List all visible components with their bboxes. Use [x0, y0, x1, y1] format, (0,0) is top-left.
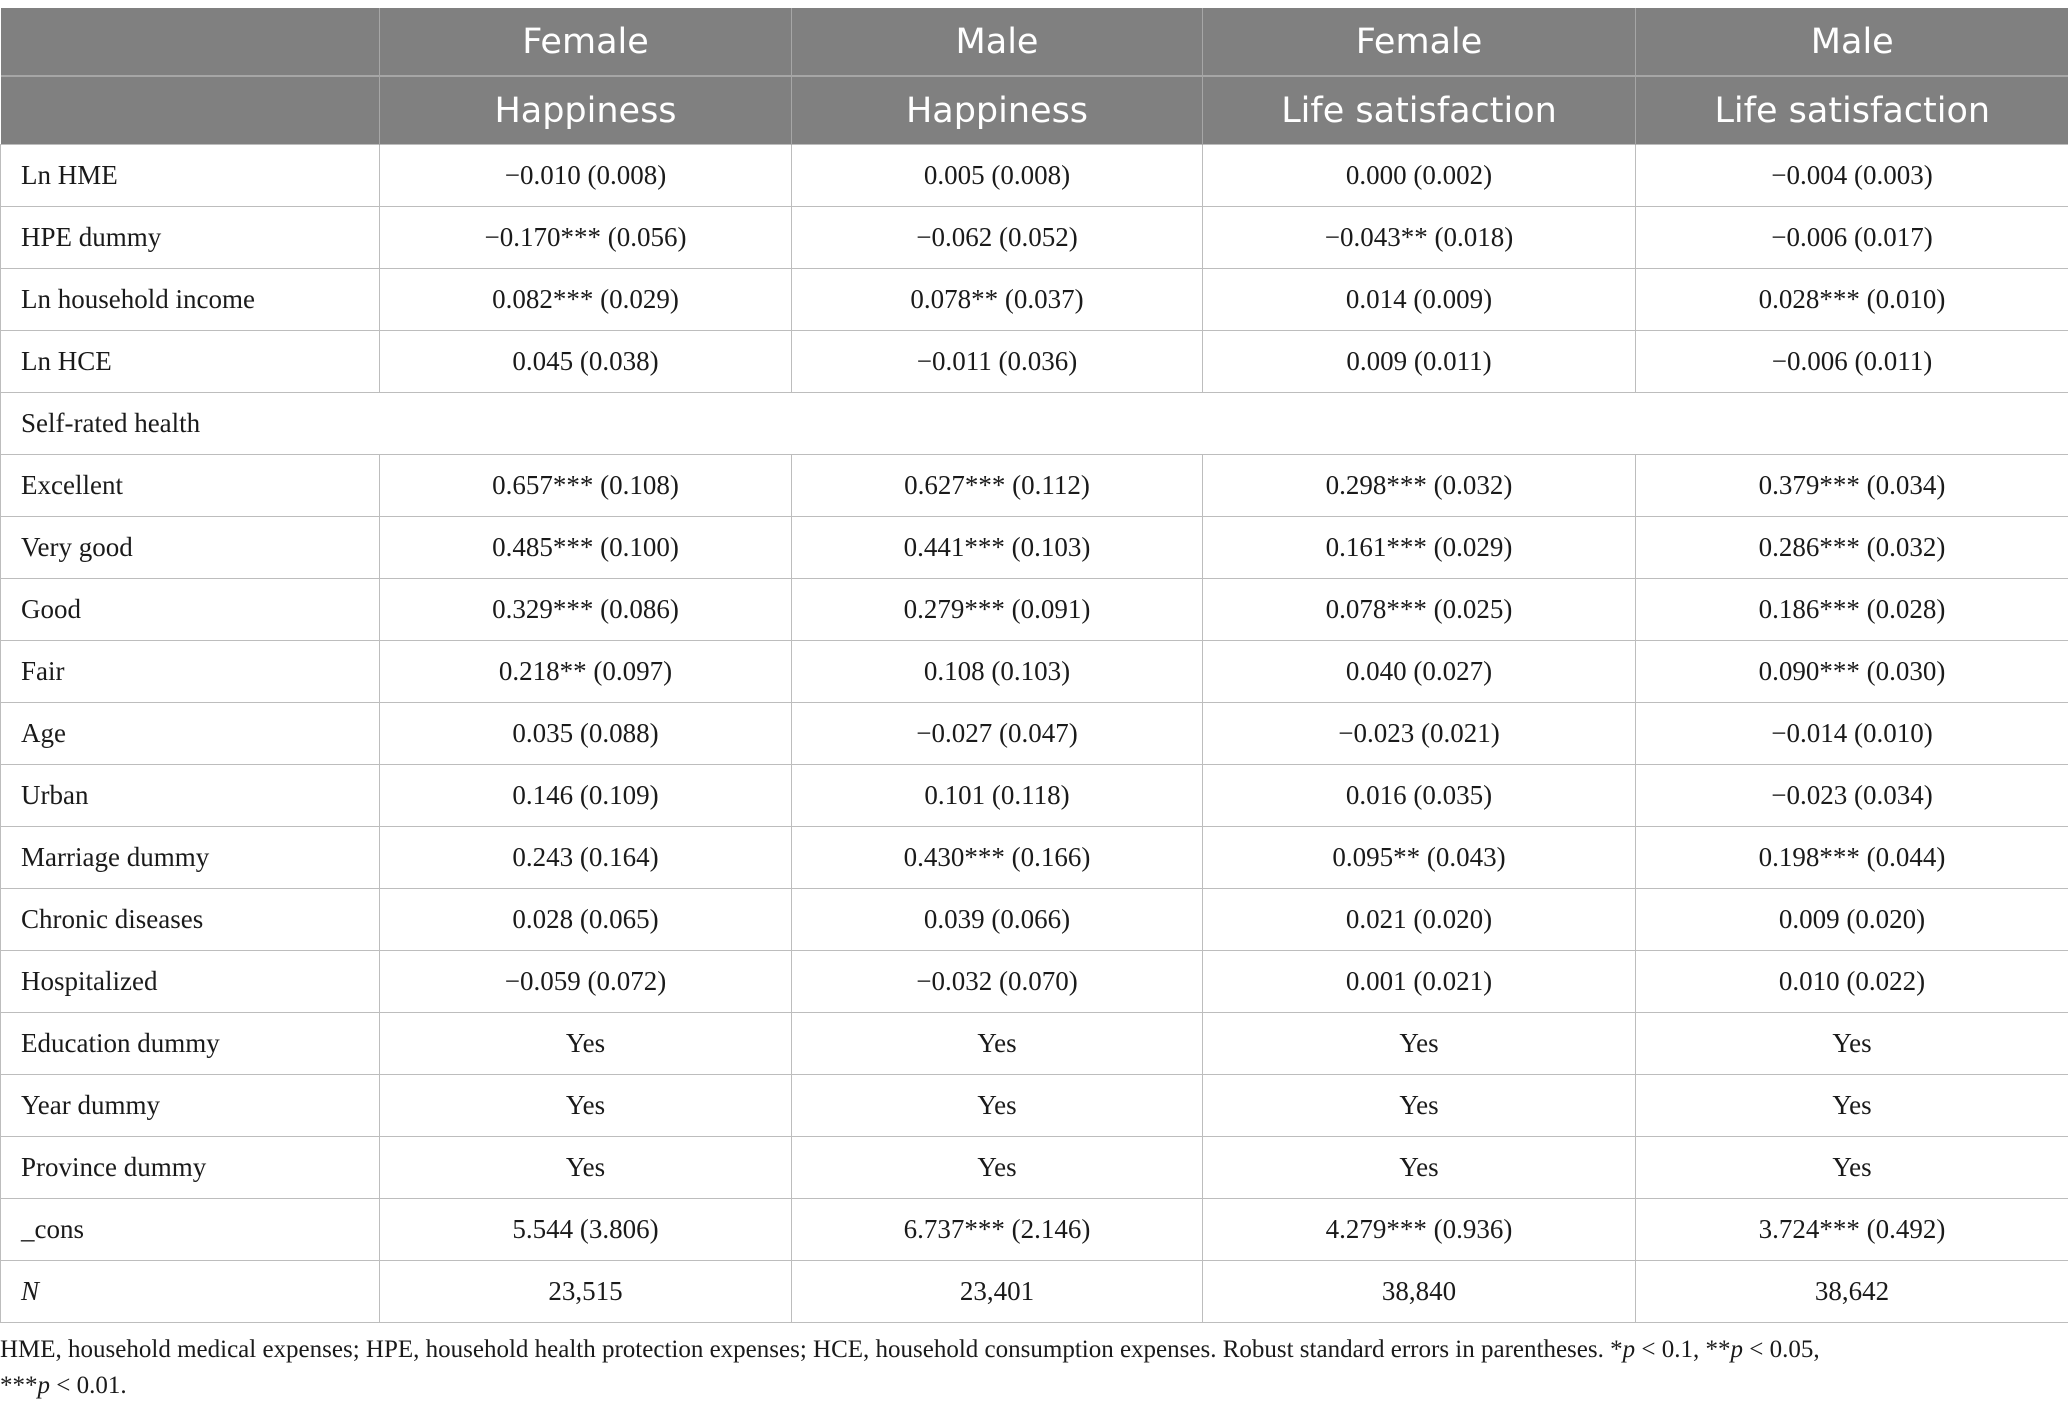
table-cell: 0.441*** (0.103) — [792, 517, 1203, 579]
table-cell: Yes — [792, 1013, 1203, 1075]
table-cell: 0.430*** (0.166) — [792, 827, 1203, 889]
table-cell: Yes — [1636, 1137, 2068, 1199]
header-col-2-gender: Male — [792, 8, 1203, 76]
table-cell: −0.059 (0.072) — [380, 951, 792, 1013]
table-cell: Yes — [792, 1137, 1203, 1199]
footnote-text-2: < 0.1, ** — [1635, 1336, 1731, 1363]
table-cell: 0.028 (0.065) — [380, 889, 792, 951]
header-col-4-outcome: Life satisfaction — [1636, 76, 2068, 145]
table-cell: 23,515 — [380, 1261, 792, 1323]
table-cell: Yes — [792, 1075, 1203, 1137]
header-col-1-outcome: Happiness — [380, 76, 792, 145]
row-label: Marriage dummy — [1, 827, 380, 889]
table-cell: 0.009 (0.020) — [1636, 889, 2068, 951]
table-cell: −0.027 (0.047) — [792, 703, 1203, 765]
header-col-3-outcome: Life satisfaction — [1203, 76, 1636, 145]
table-cell: 38,642 — [1636, 1261, 2068, 1323]
table-cell: 0.010 (0.022) — [1636, 951, 2068, 1013]
table-cell: 0.186*** (0.028) — [1636, 579, 2068, 641]
table-cell: −0.023 (0.021) — [1203, 703, 1636, 765]
table-cell: 6.737*** (2.146) — [792, 1199, 1203, 1261]
table-row — [1, 1199, 2068, 1261]
table-cell: Yes — [1203, 1137, 1636, 1199]
table-cell: 0.161*** (0.029) — [1203, 517, 1636, 579]
table-row — [1, 145, 2068, 207]
footnote-p-1: p — [1622, 1336, 1636, 1363]
table-cell: 0.627*** (0.112) — [792, 455, 1203, 517]
table-cell: 0.082*** (0.029) — [380, 269, 792, 331]
table-cell: Yes — [380, 1137, 792, 1199]
row-label: Year dummy — [1, 1075, 380, 1137]
table-cell: 0.090*** (0.030) — [1636, 641, 2068, 703]
table-cell: 0.078*** (0.025) — [1203, 579, 1636, 641]
table-cell: 0.108 (0.103) — [792, 641, 1203, 703]
table-cell: 0.379*** (0.034) — [1636, 455, 2068, 517]
table-cell: Yes — [1636, 1013, 2068, 1075]
table-cell: −0.006 (0.011) — [1636, 331, 2068, 393]
header-corner-2 — [1, 76, 380, 145]
table-cell: 0.095** (0.043) — [1203, 827, 1636, 889]
section-label: Self-rated health — [1, 393, 2068, 455]
table-row — [1, 207, 2068, 269]
row-label: Ln HCE — [1, 331, 380, 393]
row-label: Excellent — [1, 455, 380, 517]
table-cell: Yes — [1203, 1013, 1636, 1075]
table-cell: −0.014 (0.010) — [1636, 703, 2068, 765]
table-body — [1, 145, 2068, 1323]
table-row — [1, 703, 2068, 765]
table-cell: 0.000 (0.002) — [1203, 145, 1636, 207]
table-cell: 0.078** (0.037) — [792, 269, 1203, 331]
table-row — [1, 579, 2068, 641]
table-cell: 0.485*** (0.100) — [380, 517, 792, 579]
table-cell: 0.016 (0.035) — [1203, 765, 1636, 827]
footnote-p-3: p — [37, 1372, 50, 1399]
table-cell: 0.243 (0.164) — [380, 827, 792, 889]
table-cell: 0.657*** (0.108) — [380, 455, 792, 517]
footnote-text-4: *** — [0, 1372, 38, 1399]
table-row — [1, 641, 2068, 703]
row-label: Hospitalized — [1, 951, 380, 1013]
header-row-gender — [1, 8, 2068, 76]
table-cell: 3.724*** (0.492) — [1636, 1199, 2068, 1261]
table-cell: 23,401 — [792, 1261, 1203, 1323]
row-label: Ln household income — [1, 269, 380, 331]
table-cell: 0.298*** (0.032) — [1203, 455, 1636, 517]
table-cell: −0.004 (0.003) — [1636, 145, 2068, 207]
table-cell: 0.329*** (0.086) — [380, 579, 792, 641]
header-corner — [1, 8, 380, 76]
table-cell: 0.198*** (0.044) — [1636, 827, 2068, 889]
table-cell: 0.279*** (0.091) — [792, 579, 1203, 641]
table-cell: −0.062 (0.052) — [792, 207, 1203, 269]
table-header — [1, 8, 2068, 145]
table-cell: −0.010 (0.008) — [380, 145, 792, 207]
header-col-1-gender: Female — [380, 8, 792, 76]
table-cell: −0.043** (0.018) — [1203, 207, 1636, 269]
table-cell: −0.011 (0.036) — [792, 331, 1203, 393]
table-cell: 5.544 (3.806) — [380, 1199, 792, 1261]
table-cell: −0.006 (0.017) — [1636, 207, 2068, 269]
row-label: N — [1, 1261, 380, 1323]
table-row — [1, 393, 2068, 455]
table-cell: 0.014 (0.009) — [1203, 269, 1636, 331]
table-cell: 0.009 (0.011) — [1203, 331, 1636, 393]
table-cell: 0.146 (0.109) — [380, 765, 792, 827]
row-label: Fair — [1, 641, 380, 703]
row-label: Province dummy — [1, 1137, 380, 1199]
footnote-p-2: p — [1730, 1336, 1743, 1363]
table-row — [1, 765, 2068, 827]
table-cell: 0.039 (0.066) — [792, 889, 1203, 951]
row-label: Chronic diseases — [1, 889, 380, 951]
header-row-outcome — [1, 76, 2068, 145]
header-col-3-gender: Female — [1203, 8, 1636, 76]
table-row — [1, 1075, 2068, 1137]
table-cell: Yes — [1203, 1075, 1636, 1137]
row-label: Ln HME — [1, 145, 380, 207]
table-cell: −0.170*** (0.056) — [380, 207, 792, 269]
row-label: Good — [1, 579, 380, 641]
header-col-2-outcome: Happiness — [792, 76, 1203, 145]
table-cell: Yes — [380, 1013, 792, 1075]
table-row — [1, 1261, 2068, 1323]
table-cell: 0.028*** (0.010) — [1636, 269, 2068, 331]
row-label: Very good — [1, 517, 380, 579]
table-row — [1, 517, 2068, 579]
table-cell: −0.032 (0.070) — [792, 951, 1203, 1013]
table-cell: 0.045 (0.038) — [380, 331, 792, 393]
table-cell: 0.001 (0.021) — [1203, 951, 1636, 1013]
table-row — [1, 889, 2068, 951]
footnote-text-3: < 0.05, — [1742, 1336, 1820, 1363]
row-label: HPE dummy — [1, 207, 380, 269]
table-cell: 4.279*** (0.936) — [1203, 1199, 1636, 1261]
table-cell: Yes — [380, 1075, 792, 1137]
table-cell: 0.286*** (0.032) — [1636, 517, 2068, 579]
row-label: _cons — [1, 1199, 380, 1261]
table-cell: 0.101 (0.118) — [792, 765, 1203, 827]
table-cell: 38,840 — [1203, 1261, 1636, 1323]
table-row — [1, 951, 2068, 1013]
table-cell: 0.021 (0.020) — [1203, 889, 1636, 951]
table-row — [1, 331, 2068, 393]
row-label: Education dummy — [1, 1013, 380, 1075]
footnote-text-1: HME, household medical expenses; HPE, household health protection expenses; HCE, household consumption expenses. Robust standard errors in parentheses. * — [0, 1336, 1623, 1363]
table-cell: 0.035 (0.088) — [380, 703, 792, 765]
table-row — [1, 269, 2068, 331]
table-cell: 0.218** (0.097) — [380, 641, 792, 703]
table-cell: 0.040 (0.027) — [1203, 641, 1636, 703]
table-row — [1, 455, 2068, 517]
row-label: Urban — [1, 765, 380, 827]
regression-table — [0, 8, 2068, 1323]
table-cell: Yes — [1636, 1075, 2068, 1137]
header-col-4-gender: Male — [1636, 8, 2068, 76]
table-row — [1, 1137, 2068, 1199]
table-footnote — [0, 1332, 2040, 1404]
table-cell: −0.023 (0.034) — [1636, 765, 2068, 827]
footnote-text-5: < 0.01. — [50, 1372, 127, 1399]
row-label: Age — [1, 703, 380, 765]
regression-table-container — [0, 8, 2068, 1323]
table-cell: 0.005 (0.008) — [792, 145, 1203, 207]
table-row — [1, 827, 2068, 889]
table-row — [1, 1013, 2068, 1075]
